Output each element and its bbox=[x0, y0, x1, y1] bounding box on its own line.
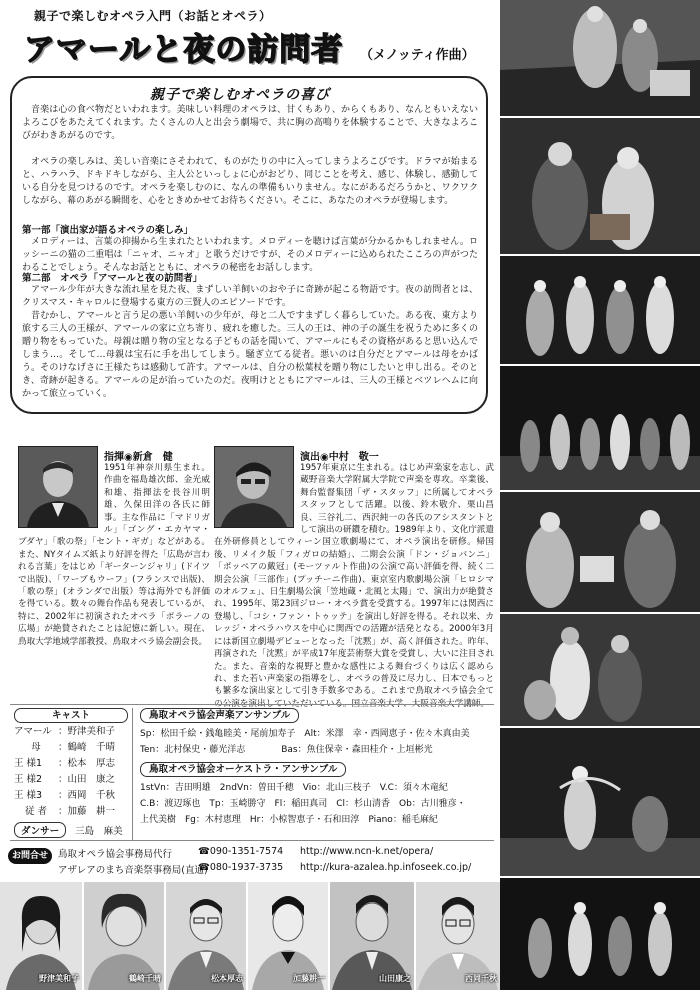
cast-row bbox=[14, 740, 130, 756]
production-photo bbox=[500, 256, 700, 366]
orchestra-line: C.B：渡辺琢也 Tp：玉崎勝守 Fl：稲田真司 Cl：杉山清香 Ob：古川雅彦・ bbox=[140, 799, 466, 809]
singer-name: 山田康之 bbox=[379, 974, 411, 983]
conductor-name: 指揮◉新倉 健 bbox=[104, 452, 173, 463]
contact-phone: ☎080-1937-3735 bbox=[198, 862, 284, 873]
cast-member: 加藤 耕一 bbox=[67, 806, 116, 817]
stage-scene-icon bbox=[500, 118, 700, 254]
page-title: アマールと夜の訪問者 bbox=[24, 32, 344, 68]
conductor-bio bbox=[18, 462, 210, 702]
director-bio-text: 1957年東京に生まれる。はじめ声楽家を志し、武蔵野音楽大学附属大学院で声楽を専攻。卒業後、舞台監督集団「ザ・スタッフ」に所属してオペラスタッフとして活躍。以後、鈴木敬介、栗山昌良、三谷礼二、西沢純一の各氏のアシスタントとして演出の研鑽を積む。1989年より、文化庁派遣在外研修員としてウィーン国立歌劇場にて、オペラ演出を研修。帰国後、リメイク版「フィガロの結婚」、二期会公演「ドン・ジョバンニ」「ボッペアの戴冠」(モーツァルト作曲)の公演で高い評価を得、続く二期会公演「三部作」(プッチーニ作曲)、東京室内歌劇場公演「ヒロシマのオルフェ」、日生劇場公演「笠地蔵・北風と太陽」で、演出力が絶賛され、1995年、第23回ジロー・オペラ賞を受賞する。1997年には関西に登場し、「コシ・ファン・トゥッテ」を演出し好評を得る。それ以来、カレッジ・オペラハウスを中心に関西での活躍が活発となる。2000年3月には新国立劇場デビューとなった「沈黙」が、高く評価された。昨年、再演された「沈黙」が平成17年度芸術祭大賞を受賞し、大いに注目された。また、音楽的な視野と豊かな感性による舞台づくりは広く認められ、また若い声楽家の指導をし、オペラの普及に尽力し、日本でもっとも繁多な演出家として引き手数多である。これまで鳥取オペラ協会全て bbox=[214, 463, 494, 697]
cast-row bbox=[14, 788, 130, 804]
composer-subtitle: （メノッティ作曲） bbox=[360, 48, 475, 63]
cast-role: 王 様1 bbox=[14, 758, 43, 769]
contact-org: 鳥取オペラ協会事務局代行 bbox=[58, 849, 173, 860]
part2-paragraph-1: アマール少年が大きな流れ星を見た夜、まずしい羊飼いのおや子に奇跡が起こる物語です。夜の訪問者とは、クリスマス・キャロルに登場する東方の三賢人のエピソードです。 bbox=[22, 285, 478, 308]
director-name: 演出◉中村 敬一 bbox=[300, 452, 379, 463]
production-photo bbox=[500, 614, 700, 728]
singer-name: 野津美和子 bbox=[39, 974, 79, 983]
production-photo bbox=[500, 878, 700, 990]
orchestra-line: 上代美樹 Fg：木村恵理 Hr：小椋智恵子・石和田淳 Piano：稲毛麻紀 bbox=[140, 815, 438, 825]
contact-url[interactable]: http://www.ncn-k.net/opera/ bbox=[300, 846, 434, 857]
choir-line: Sp：松田千絵・銭亀睦美・尾前加寿子 Alt：米澤 幸・西岡恵子・佐々木真由美 bbox=[140, 729, 470, 739]
cast-member: 西岡 千秋 bbox=[67, 790, 116, 801]
singer-name: 松本厚志 bbox=[211, 974, 243, 983]
stage-scene-icon bbox=[500, 728, 700, 876]
singer-portrait bbox=[330, 882, 414, 990]
dancer-label: ダンサー bbox=[14, 822, 66, 838]
cast-divider bbox=[132, 708, 133, 840]
production-photo-strip bbox=[500, 0, 700, 990]
orchestra-label: 鳥取オペラ協会オーケストラ・アンサンブル bbox=[140, 762, 346, 777]
cast-member: 松本 厚志 bbox=[67, 758, 116, 769]
cast-sep: ： bbox=[58, 790, 68, 801]
intro-paragraph-2: オペラの楽しみは、美しい音楽にさそわれて、ものがたりの中に入ってしまうよろこびです。ドラマが始まると、ハラハラ、ドキドキしながら、主人公といっしょに心がおどり、同じことを考え、感じ、体験し、感動している自分を見つけるのです。オペラを楽しむのに、なんの準備もいりません。なにがあるだろうかと、ワクワクしながら、幕のあがる瞬間を、心をときめかせてお待ちください。そこに、あなたのオペラが登場します。 bbox=[22, 157, 478, 206]
part1-heading: 第一部「演出家が語るオペラの楽しみ」 bbox=[22, 225, 194, 236]
contact-url[interactable]: http://kura-azalea.hp.infoseek.co.jp/ bbox=[300, 862, 472, 873]
cast-sep: ： bbox=[58, 742, 68, 753]
cast-member: 鶴崎 千晴 bbox=[67, 742, 116, 753]
cast-sep: ： bbox=[58, 726, 68, 737]
singer-name: 加藤耕一 bbox=[293, 974, 325, 983]
cast-label: キャスト bbox=[14, 708, 128, 723]
stage-scene-icon bbox=[500, 878, 700, 990]
singer-portrait bbox=[416, 882, 500, 990]
cast-role: 母 bbox=[31, 742, 41, 753]
contact-badge: お問合せ bbox=[8, 848, 52, 864]
intro-heading: 親子で楽しむオペラの喜び bbox=[150, 87, 330, 103]
cast-member: 野津美和子 bbox=[67, 726, 116, 737]
cast-member: 山田 康之 bbox=[67, 774, 116, 785]
production-photo bbox=[500, 728, 700, 878]
contact-divider bbox=[10, 840, 494, 841]
cast-list bbox=[14, 724, 130, 820]
stage-scene-icon bbox=[500, 492, 700, 612]
section-divider bbox=[10, 704, 494, 705]
production-photo bbox=[500, 0, 700, 118]
stage-scene-icon bbox=[500, 0, 700, 116]
orchestra-line: 1stVn：吉田明雄 2ndVn：曽田千穂 Vio：北山三枝子 V.C：須々木竜紀 bbox=[140, 783, 448, 793]
part2-paragraph-2: 昔むかし、アマールと言う足の悪い羊飼いの少年が、母と二人ですまずしく暮らしていた。ある夜、東方より旅する三人の王様が、アマールの家に立ち寄り、疲れを癒した。三人の王は、神の子の誕生を祝うために多くの贈り物をもっていた。母親は贈り物の宝となる子どもの話を聞いて、アマールにもその資格があると思い込んでしまう…。そして…母親は宝石に手を出してしまう。騒ぎ立てる従者。悪いのは自分だとアマールは母をかばう。そのけなげさに王様たちは感動して許す。アマールは、自分の松葉杖を贈り物にしたいと申し出る。そのとき、奇跡が起きる。アマールの足が治っていたのだ。夜明けとともにアマールは、三人の王様とベツレヘムに向かって旅立っていく。 bbox=[22, 311, 478, 399]
stage-scene-icon bbox=[500, 256, 700, 364]
director-bio-spacer bbox=[214, 462, 300, 532]
tagline: 親子で楽しむオペラ入門（お話とオペラ） bbox=[34, 9, 272, 23]
contact-phone: ☎090-1351-7574 bbox=[198, 846, 284, 857]
singer-portrait bbox=[166, 882, 246, 990]
dancer-row bbox=[14, 822, 123, 838]
cast-sep: ： bbox=[58, 806, 68, 817]
stage-scene-icon bbox=[500, 366, 700, 490]
cast-role: 王 様3 bbox=[14, 790, 43, 801]
cast-row bbox=[14, 772, 130, 788]
part2-heading: 第二部 オペラ「アマールと夜の訪問者」 bbox=[22, 273, 203, 284]
cast-row bbox=[14, 724, 130, 740]
cast-role: 王 様2 bbox=[14, 774, 43, 785]
production-photo bbox=[500, 492, 700, 614]
cast-row bbox=[14, 804, 130, 820]
dancer-name: 三島 麻美 bbox=[75, 826, 123, 837]
cast-role: アマール bbox=[14, 726, 52, 737]
singer-name: 鶴崎千晴 bbox=[129, 974, 161, 983]
cast-role: 従 者 bbox=[24, 806, 48, 817]
singer-portrait bbox=[0, 882, 82, 990]
singer-name: 西岡千秋 bbox=[465, 974, 497, 983]
cast-sep: ： bbox=[58, 758, 68, 769]
choir-line: Ten：北村保史・藤光洋志 Bas：魚住保幸・森田桂介・上垣彬光 bbox=[140, 745, 433, 755]
conductor-bio-text: 1951年神奈川県生まれ。作曲を福島雄次郎、金光威和雄、指揮法を長谷川明雄、久保田洋の各氏に師事。主な作品に「マドリガル」「ゴング・エカヤマ・ブダヤ」「歌の祭」「セント・ギガ」などがある。また、NYタイムズ紙より好評を得た「広島が言われる言葉」をはじめ「ギーターンジャリ」(ドイツで出版)、「ワーブもウーフ」(フランスで出版)、「歌の祭」(オランダで出版）等は海外でも評価を得ている。数々の舞台作品も発表しているが、特に、2002年に初演されたオペラ「ポラーノの広場」が絶賛されたことは記憶に新しい。現在、鳥取大学地域学部教授、鳥取オペラ協会副会長。 bbox=[18, 463, 210, 647]
stage-scene-icon bbox=[500, 614, 700, 726]
conductor-bio-spacer bbox=[18, 462, 104, 530]
part1-text: メロディーは、言葉の抑揚から生まれたといわれます。メロディーを聴けば言葉が分かるかもしれません。ロッシーニの猫の二重唱は「ニャオ、ニャオ」と歌うだけですが、そのメロディーに込められたこころの声がつたわることでしょう。そんなお話とともに、オペラの秘密をお話しします。 bbox=[22, 237, 478, 273]
cast-row bbox=[14, 756, 130, 772]
singer-portrait bbox=[84, 882, 164, 990]
production-photo bbox=[500, 366, 700, 492]
cast-sep: ： bbox=[58, 774, 68, 785]
intro-paragraph-1: 音楽は心の食べ物だといわれます。美味しい料理のオペラは、甘くもあり、からくもあり、なんともいえないよろこびをあたえてくれます。たくさんの人と出会う劇場で、共に胸の高鳴りを体験することで、大きなよろこびがわきあがるのです。 bbox=[22, 105, 478, 141]
choir-label: 鳥取オペラ協会声楽アンサンブル bbox=[140, 708, 299, 723]
production-photo bbox=[500, 118, 700, 256]
director-bio bbox=[214, 462, 494, 702]
contact-org: アザレアのまち音楽祭事務局(直通) bbox=[58, 865, 208, 876]
singer-portrait bbox=[248, 882, 328, 990]
